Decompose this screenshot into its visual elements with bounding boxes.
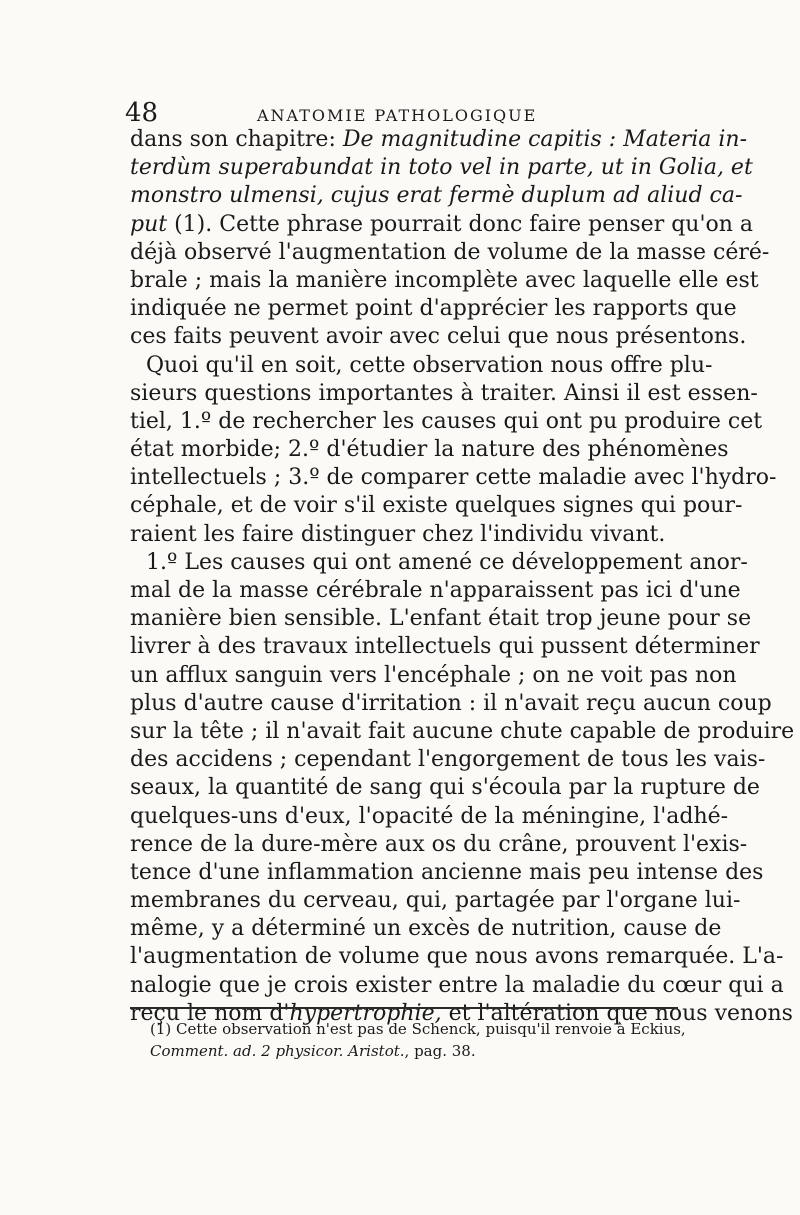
text-line: livrer à des travaux intellectuels qui pussent déterminer	[130, 634, 760, 660]
text-line: membranes du cerveau, qui, partagée par l'organe lui-	[130, 888, 741, 914]
text-line: état morbide; 2.º d'étudier la nature des phénomènes	[130, 437, 729, 463]
footnote-rule	[130, 1007, 678, 1009]
text-line: nalogie que je crois exister entre la maladie du cœur qui a	[130, 972, 784, 998]
text-line: intellectuels ; 3.º de comparer cette maladie avec l'hydro-	[130, 465, 777, 491]
footnote-line: Comment. ad. 2 physicor. Aristot., pag. 38.	[150, 1042, 476, 1060]
text-line: rence de la dure-mère aux os du crâne, prouvent l'exis-	[130, 831, 748, 857]
text-line: seaux, la quantité de sang qui s'écoula par la rupture de	[130, 775, 760, 801]
footnote-line: (1) Cette observation n'est pas de Schenck, puisqu'il renvoie à Eckius,	[150, 1020, 686, 1038]
text-line: plus d'autre cause d'irritation : il n'avait reçu aucun coup	[130, 690, 772, 716]
text-line: mal de la masse cérébrale n'apparaissent pas ici d'une	[130, 578, 741, 603]
text-line: céphale, et de voir s'il existe quelques signes qui pour-	[130, 493, 743, 519]
text-line: brale ; mais la manière incomplète avec laquelle elle est	[130, 267, 759, 293]
text-line: sieurs questions importantes à traiter. Ainsi il est essen-	[130, 380, 758, 406]
text-line: des accidens ; cependant l'engorgement de tous les vais-	[130, 747, 766, 773]
text-line: indiquée ne permet point d'apprécier les rapports que	[130, 296, 737, 322]
running-title: ANATOMIE PATHOLOGIQUE	[257, 106, 538, 125]
text-line: même, y a déterminé un excès de nutrition, cause de	[130, 916, 722, 942]
text-line: raient les faire distinguer chez l'individu vivant.	[130, 521, 666, 547]
page-number: 48	[125, 98, 159, 128]
text-line: Quoi qu'il en soit, cette observation nous offre plu-	[146, 352, 713, 378]
text-line: tiel, 1.º de rechercher les causes qui ont pu produire cet	[130, 408, 763, 434]
text-line: l'augmentation de volume que nous avons remarquée. L'a-	[130, 944, 784, 970]
text-line: sur la tête ; il n'avait fait aucune chute capable de produire	[130, 718, 795, 744]
text-line: monstro ulmensi, cujus erat fermè duplum ad aliud ca-	[130, 183, 743, 209]
text-line: quelques-uns d'eux, l'opacité de la méningine, l'adhé-	[130, 803, 729, 829]
text-line: manière bien sensible. L'enfant était trop jeune pour se	[130, 606, 752, 632]
text-line: terdùm superabundat in toto vel in parte, ut in Golia, et	[130, 155, 753, 181]
text-line: déjà observé l'augmentation de volume de la masse céré-	[130, 239, 770, 265]
text-line: un afflux sanguin vers l'encéphale ; on ne voit pas non	[130, 662, 737, 688]
text-line: ces faits peuvent avoir avec celui que nous présentons.	[130, 324, 747, 350]
footnotes	[150, 1018, 686, 1062]
text-line: 1.º Les causes qui ont amené ce développement anor-	[146, 549, 748, 575]
body-text	[130, 126, 795, 1028]
text-line: put (1). Cette phrase pourrait donc faire penser qu'on a	[130, 211, 754, 237]
text-line: reçu le nom d'hypertrophie, et l'altération que nous venons	[130, 1000, 793, 1026]
text-line: tence d'une inflammation ancienne mais peu intense des	[130, 859, 764, 885]
text-line: dans son chapitre: De magnitudine capitis : Materia in-	[130, 127, 748, 152]
